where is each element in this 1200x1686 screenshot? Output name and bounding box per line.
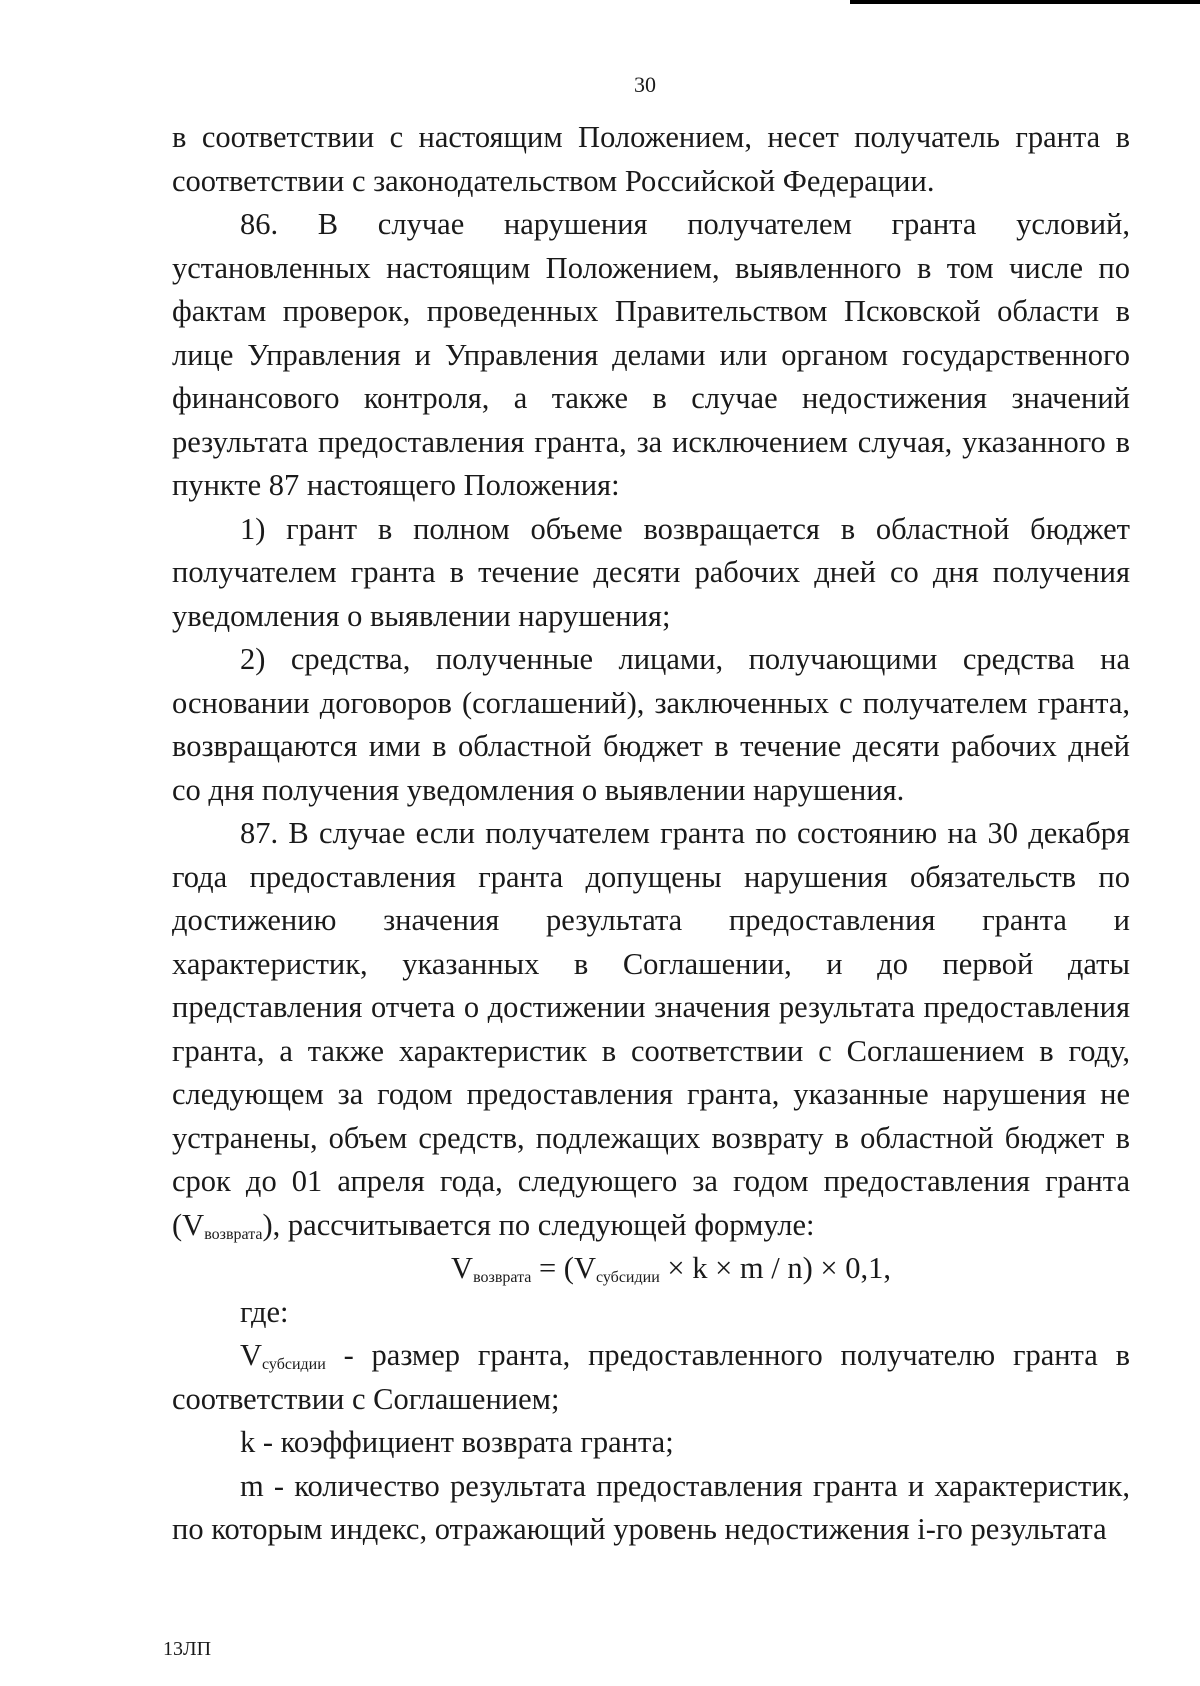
formula-vsub-subscript: субсидии — [596, 1269, 660, 1286]
where-label: где: — [240, 1294, 289, 1329]
formula-rest: × k × m / n) × 0,1, — [659, 1251, 891, 1285]
definition-vsub — [172, 1334, 1130, 1421]
footer-code: 13ЛП — [163, 1638, 212, 1660]
paragraph-87-open-paren: ( — [172, 1207, 183, 1242]
formula-v-subscript: возврата — [473, 1269, 532, 1286]
definition-vsub-v: V — [240, 1338, 263, 1372]
formula — [172, 1247, 1130, 1291]
paragraph-87-v: V — [182, 1207, 205, 1242]
formula-v: V — [451, 1251, 474, 1285]
definition-vsub-subscript: субсидии — [262, 1356, 326, 1373]
definition-m: m - количество результата предоставления гранта и характеристик, по которым индекс, отражающий уровень недостижения i-го результата — [172, 1468, 1130, 1546]
definition-vsub-text: - размер гранта, предоставленного получателю гранта в соответствии с Соглашением; — [172, 1338, 1130, 1416]
paragraph-87-tail: ), рассчитывается по следующей формуле: — [262, 1207, 815, 1242]
page-number: 30 — [634, 72, 656, 97]
paragraph-87-text: 87. В случае если получателем гранта по состоянию на 30 декабря года предоставления гранта допущены нарушения обязательств по достижению значения результата предоставления гранта и характеристик, указанных в Соглашении, и до первой даты представления отчета о достижении значения результата предоставления гранта, а также характеристик в соответствии с Соглашением в году, следующем за годом предоставления гранта, указанные нарушения не устранены, объем средств, подлежащих возврату в областной бюджет в срок до 01 апреля года, следующего за годом предоставления гранта — [172, 816, 1130, 1198]
definition-k: k - коэффициент возврата гранта; — [240, 1425, 674, 1459]
paragraph-86: 86. В случае нарушения получателем гранта условий, установленных настоящим Положением, выявленного в том числе по фактам проверок, проведенных Правительством Псковской области в лице Управления и Управления делами или органом государственного финансового контроля, а также в случае недостижения значений результата предоставления гранта, за исключением случая, указанного в пункте 87 настоящего Положения: — [172, 207, 1130, 502]
top-border-line — [850, 0, 1200, 4]
document-body — [172, 116, 1130, 1552]
formula-equals: = (V — [531, 1251, 596, 1285]
paragraph-87 — [172, 812, 1130, 1247]
paragraph-87-v-subscript: возврата — [204, 1225, 263, 1243]
paragraph-86-item-1: 1) грант в полном объеме возвращается в областной бюджет получателем гранта в течение десяти рабочих дней со дня получения уведомления о выявлении нарушения; — [172, 511, 1130, 633]
paragraph-86-item-2: 2) средства, полученные лицами, получающими средства на основании договоров (соглашений), заключенных с получателем гранта, возвращаются ими в областной бюджет в течение десяти рабочих дней со дня получения уведомления о выявлении нарушения. — [172, 642, 1130, 807]
paragraph-continuation: в соответствии с настоящим Положением, несет получатель гранта в соответствии с законодательством Российской Федерации. — [172, 120, 1130, 198]
